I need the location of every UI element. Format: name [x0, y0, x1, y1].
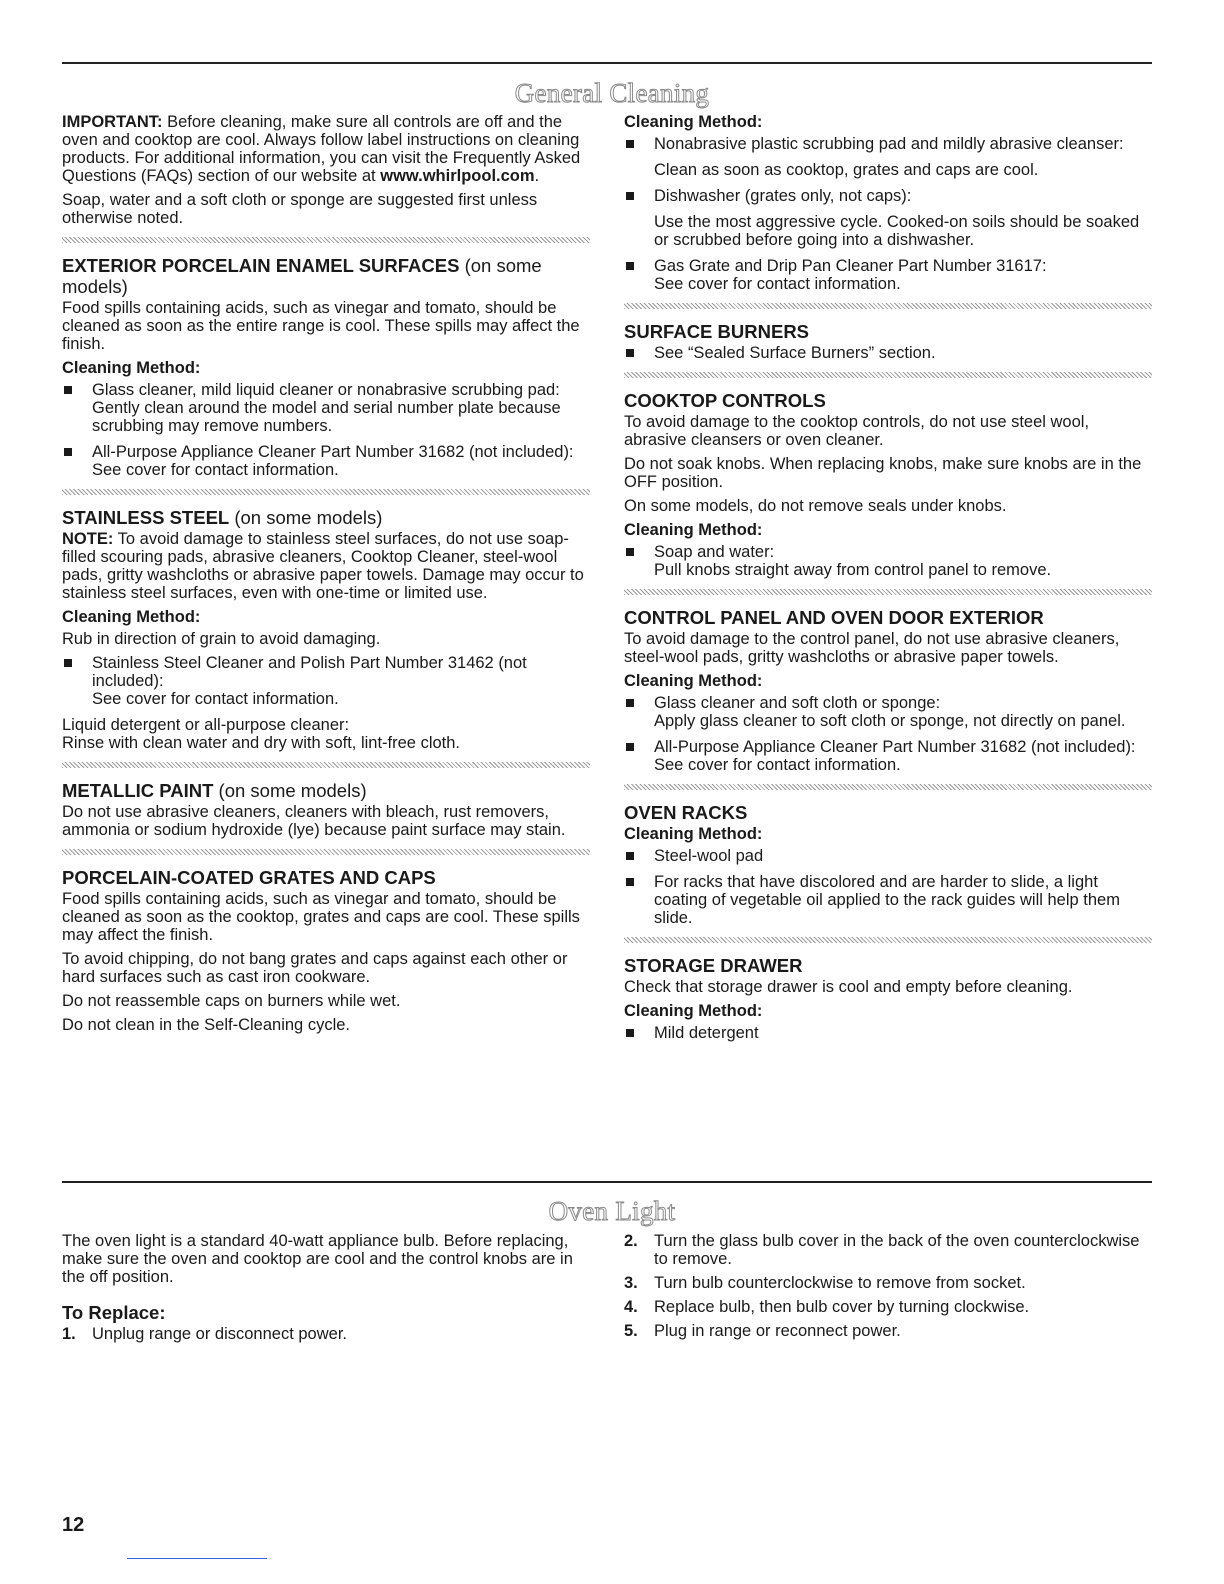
stainless-note: NOTE: To avoid damage to stainless steel surfaces, do not use soap-filled scouring pads, abrasive cleaners, Cooktop Cleaner, steel-wool pads, gritty washcloths or abrasive paper towels. Damage may occur to stainless steel surfaces, even with one-time or limited use.	[62, 530, 584, 602]
website-link[interactable]: www.whirlpool.com	[380, 167, 535, 185]
section-divider	[62, 237, 590, 243]
left-column	[62, 113, 590, 1040]
right-column	[624, 113, 1152, 1050]
cleaning-method-label: Cleaning Method:	[624, 1002, 763, 1020]
storage-drawer-text: Check that storage drawer is cool and empty before cleaning.	[624, 978, 1073, 996]
section-divider	[624, 589, 1152, 595]
cooktop-controls-p1: To avoid damage to the cooktop controls, do not use steel wool, abrasive cleansers or oven cleaner.	[624, 413, 1090, 449]
cooktop-controls-p2: Do not soak knobs. When replacing knobs, make sure knobs are in the OFF position.	[624, 455, 1142, 491]
list-item: All-Purpose Appliance Cleaner Part Number 31682 (not included): See cover for contact information.	[624, 738, 1152, 774]
stainless-liquid-text: Liquid detergent or all-purpose cleaner: Rinse with clean water and dry with soft, lint-free cloth.	[62, 716, 461, 752]
page-number: 12	[62, 1514, 85, 1536]
section-divider	[624, 303, 1152, 309]
cooktop-controls-p3: On some models, do not remove seals under knobs.	[624, 497, 1007, 515]
porcelain-grates-heading: PORCELAIN-COATED GRATES AND CAPS	[62, 867, 436, 888]
cleaning-method-label: Cleaning Method:	[624, 672, 763, 690]
surface-burners-heading: SURFACE BURNERS	[624, 321, 810, 342]
list-item: Glass cleaner, mild liquid cleaner or nonabrasive scrubbing pad: Gently clean around the model and serial number plate because scrubbing may remove numbers.	[62, 381, 590, 435]
section-divider	[62, 849, 590, 855]
list-item: All-Purpose Appliance Cleaner Part Number 31682 (not included): See cover for contact information.	[62, 443, 590, 479]
list-item: Stainless Steel Cleaner and Polish Part Number 31462 (not included): See cover for contact information.	[62, 654, 590, 708]
cleaning-method-label: Cleaning Method:	[62, 608, 201, 626]
porcelain-grates-p3: Do not reassemble caps on burners while wet.	[62, 992, 401, 1010]
section-divider	[62, 762, 590, 768]
cleaning-method-label: Cleaning Method:	[624, 521, 763, 539]
bottom-accent-line	[127, 1558, 267, 1559]
oven-light-left-column	[62, 1232, 590, 1349]
list-item: Soap and water: Pull knobs straight away from control panel to remove.	[624, 543, 1152, 579]
cleaning-method-label: Cleaning Method:	[624, 113, 763, 131]
oven-racks-heading: OVEN RACKS	[624, 802, 748, 823]
oven-light-title: Oven Light	[548, 1196, 676, 1226]
list-item: Mild detergent	[624, 1024, 1152, 1042]
section-divider	[62, 489, 590, 495]
storage-drawer-heading: STORAGE DRAWER	[624, 955, 803, 976]
list-item: Steel-wool pad	[624, 847, 1152, 865]
important-paragraph: IMPORTANT: Before cleaning, make sure all controls are off and the oven and cooktop are cool. Always follow label instructions on cleaning products. For additional information, you can visit the Frequently Asked Questions (FAQs) section of our website at www.whirlpool.com.	[62, 113, 581, 185]
oven-light-intro: The oven light is a standard 40-watt appliance bulb. Before replacing, make sure the oven and cooktop are cool and the control knobs are in the off position.	[62, 1232, 573, 1286]
metallic-heading: METALLIC PAINT (on some models)	[62, 780, 367, 801]
list-item: 3. Turn bulb counterclockwise to remove from socket.	[624, 1274, 1026, 1292]
porcelain-grates-p1: Food spills containing acids, such as vinegar and tomato, should be cleaned as soon as the cooktop, grates and caps are cool. These spills may affect the finish.	[62, 890, 580, 944]
oven-light-rule	[62, 1181, 1152, 1183]
control-panel-heading: CONTROL PANEL AND OVEN DOOR EXTERIOR	[624, 607, 1044, 628]
section-divider	[624, 784, 1152, 790]
cleaning-method-label: Cleaning Method:	[62, 359, 201, 377]
section-divider	[624, 937, 1152, 943]
stainless-rub-text: Rub in direction of grain to avoid damaging.	[62, 630, 381, 648]
list-item: Nonabrasive plastic scrubbing pad and mildly abrasive cleanser: Clean as soon as cooktop, grates and caps are cool.	[624, 135, 1152, 179]
exterior-text: Food spills containing acids, such as vinegar and tomato, should be cleaned as soon as the entire range is cool. These spills may affect the finish.	[62, 299, 580, 353]
list-item: For racks that have discolored and are harder to slide, a light coating of vegetable oil applied to the rack guides will help them slide.	[624, 873, 1152, 927]
porcelain-grates-p4: Do not clean in the Self-Cleaning cycle.	[62, 1016, 350, 1034]
list-item: Gas Grate and Drip Pan Cleaner Part Number 31617: See cover for contact information.	[624, 257, 1152, 293]
cooktop-controls-heading: COOKTOP CONTROLS	[624, 390, 826, 411]
general-cleaning-title: General Cleaning	[514, 78, 710, 108]
section-divider	[624, 372, 1152, 378]
list-item: 1. Unplug range or disconnect power.	[62, 1325, 347, 1343]
list-item: Glass cleaner and soft cloth or sponge: Apply glass cleaner to soft cloth or sponge, not directly on panel.	[624, 694, 1152, 730]
list-item: 4. Replace bulb, then bulb cover by turning clockwise.	[624, 1298, 1030, 1316]
list-item: Dishwasher (grates only, not caps): Use the most aggressive cycle. Cooked-on soils should be soaked or scrubbed before going into a dishwasher.	[624, 187, 1152, 249]
metallic-text: Do not use abrasive cleaners, cleaners with bleach, rust removers, ammonia or sodium hydroxide (lye) because paint surface may stain.	[62, 803, 566, 839]
exterior-heading: EXTERIOR PORCELAIN ENAMEL SURFACES (on some models)	[62, 255, 542, 297]
oven-light-right-column	[624, 1232, 1152, 1346]
porcelain-grates-p2: To avoid chipping, do not bang grates and caps against each other or hard surfaces such as cast iron cookware.	[62, 950, 568, 986]
list-item: See “Sealed Surface Burners” section.	[624, 344, 1152, 362]
cleaning-method-label: Cleaning Method:	[624, 825, 763, 843]
list-item: 2. Turn the glass bulb cover in the back of the oven counterclockwise to remove.	[624, 1232, 1140, 1268]
top-rule	[62, 62, 1152, 64]
control-panel-text: To avoid damage to the control panel, do not use abrasive cleaners, steel-wool pads, gritty washcloths or abrasive paper towels.	[624, 630, 1120, 666]
soap-note: Soap, water and a soft cloth or sponge are suggested first unless otherwise noted.	[62, 191, 538, 227]
list-item: 5. Plug in range or reconnect power.	[624, 1322, 901, 1340]
to-replace-heading: To Replace:	[62, 1302, 166, 1323]
stainless-heading: STAINLESS STEEL (on some models)	[62, 507, 383, 528]
